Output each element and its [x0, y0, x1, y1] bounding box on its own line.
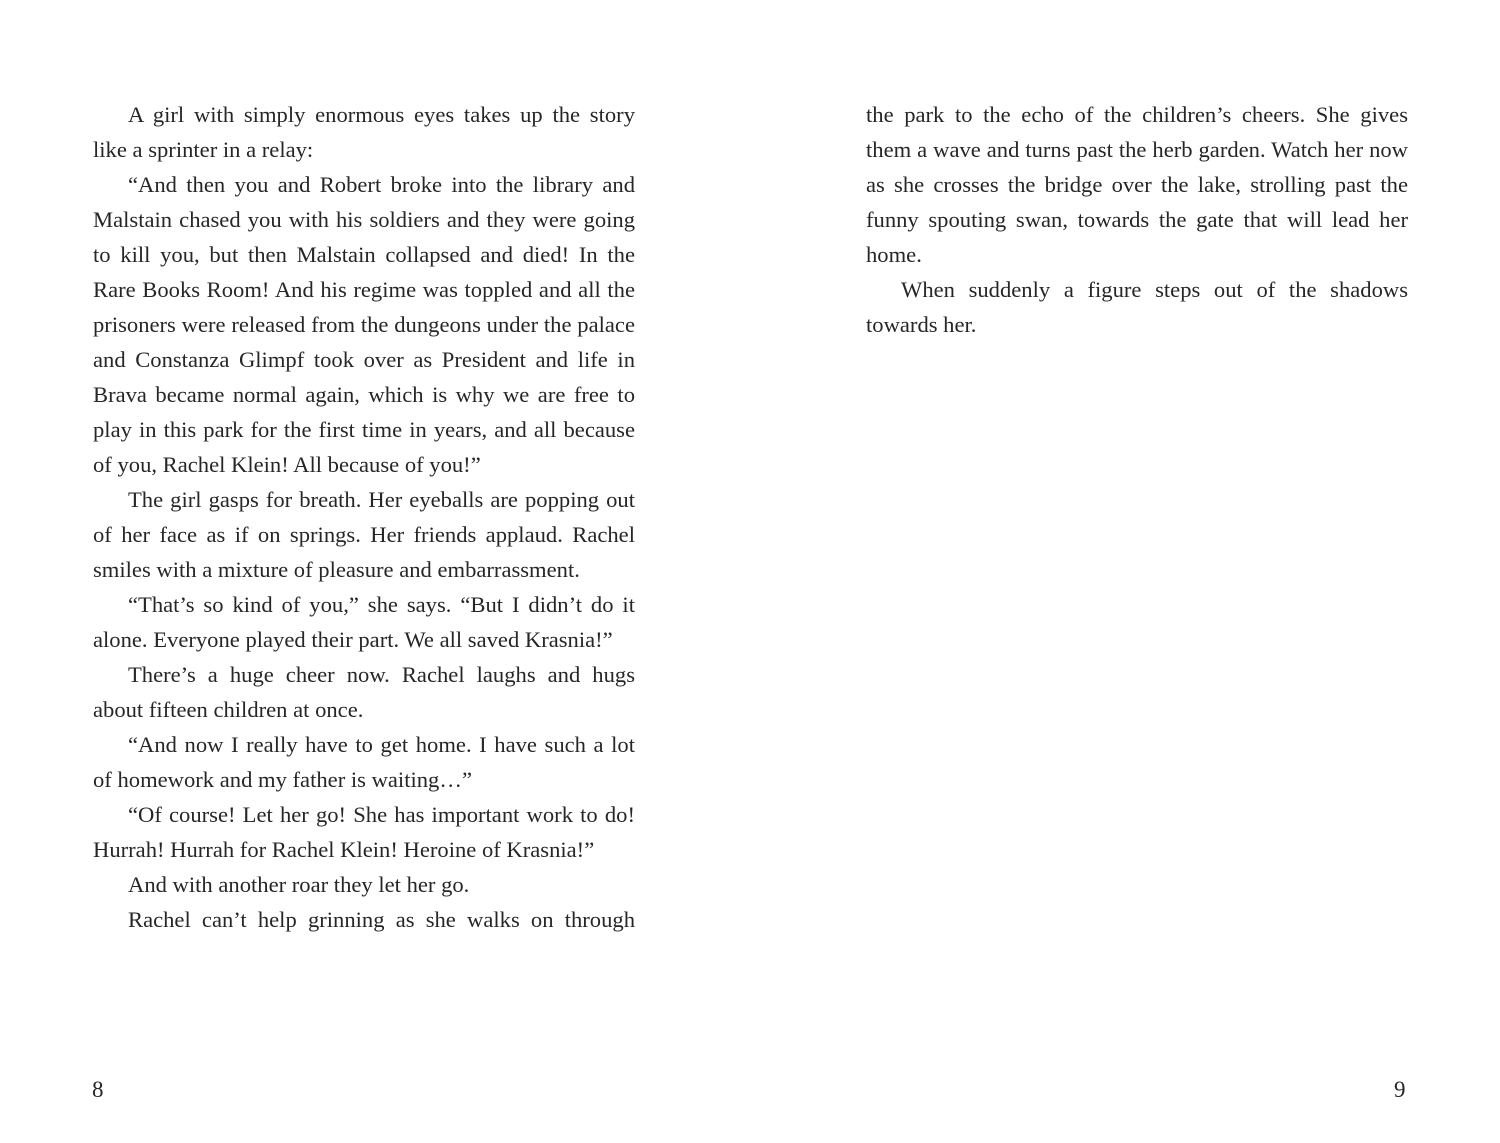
- paragraph: A girl with simply enormous eyes takes up the story like a sprinter in a relay:: [93, 102, 635, 162]
- left-page-text: [93, 97, 635, 937]
- right-page-text: [866, 97, 1408, 342]
- paragraph: “That’s so kind of you,” she says. “But I didn’t do it alone. Everyone played their part. We all saved Krasnia!”: [93, 592, 635, 652]
- page-number: 9: [1394, 1077, 1406, 1102]
- paragraph: The girl gasps for breath. Her eyeballs are popping out of her face as if on springs. Her friends applaud. Rachel smiles with a mixture of pleasure and embarrassment.: [93, 487, 635, 582]
- right-page: [750, 0, 1500, 1143]
- paragraph: “And then you and Robert broke into the library and Malstain chased you with his soldiers and they were going to kill you, but then Malstain collapsed and died! In the Rare Books Room! And his regime was toppled and all the prisoners were released from the dungeons under the palace and Constanza Glimpf took over as President and life in Brava became normal again, which is why we are free to play in this park for the first time in years, and all because of you, Rachel Klein! All because of you!”: [93, 172, 635, 477]
- paragraph: And with another roar they let her go.: [128, 872, 470, 897]
- paragraph: There’s a huge cheer now. Rachel laughs and hugs about fifteen children at once.: [93, 662, 635, 722]
- paragraph: Rachel can’t help grinning as she walks on through: [128, 907, 635, 932]
- paragraph: “Of course! Let her go! She has important work to do! Hurrah! Hurrah for Rachel Klein! Heroine of Krasnia!”: [93, 802, 635, 862]
- paragraph: When suddenly a figure steps out of the shadows towards her.: [866, 277, 1408, 337]
- paragraph: the park to the echo of the children’s cheers. She gives them a wave and turns past the herb garden. Watch her now as she crosses the bridge over the lake, strolling past the funny spouting swan, towards the gate that will lead her home.: [866, 102, 1408, 267]
- page-number: 8: [92, 1077, 104, 1102]
- paragraph: “And now I really have to get home. I have such a lot of homework and my father is waiting…”: [93, 732, 635, 792]
